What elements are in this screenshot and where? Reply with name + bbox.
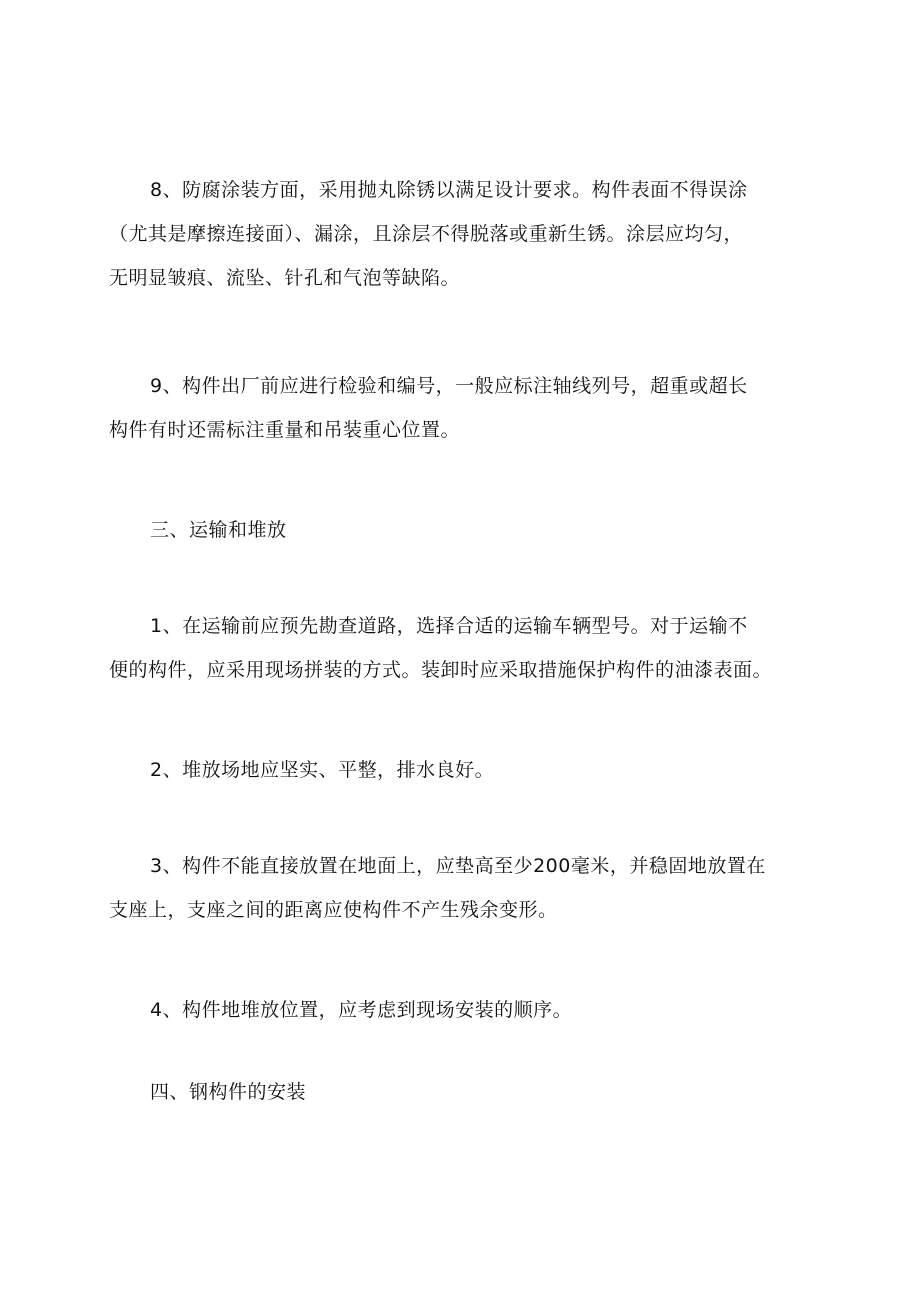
- paragraph-item-8: [0, 168, 920, 300]
- paragraph-line: 便的构件，应采用现场拼装的方式。装卸时应采取措施保护构件的油漆表面。: [109, 659, 773, 681]
- paragraph-line: 支座上，支座之间的距离应使构件不产生残余变形。: [109, 899, 558, 921]
- paragraph-item-9: [0, 364, 920, 452]
- paragraph-line: （尤其是摩擦连接面）、漏涂，且涂层不得脱落或重新生锈。涂层应均匀，: [109, 223, 744, 245]
- paragraph-transport-1: [0, 604, 920, 692]
- paragraph-line: 1、在运输前应预先勘查道路，选择合适的运输车辆型号。对于运输不: [150, 615, 748, 637]
- paragraph-line: 9、构件出厂前应进行检验和编号，一般应标注轴线列号，超重或超长: [150, 375, 748, 397]
- paragraph-transport-2: [0, 748, 920, 792]
- paragraph-line: 构件有时还需标注重量和吊装重心位置。: [109, 419, 461, 441]
- paragraph-line: 4、构件地堆放位置，应考虑到现场安装的顺序。: [150, 999, 573, 1021]
- paragraph-line: 无明显皱痕、流坠、针孔和气泡等缺陷。: [109, 267, 461, 289]
- paragraph-line: 2、堆放场地应坚实、平整，排水良好。: [150, 759, 495, 781]
- paragraph-line: 8、防腐涂装方面，采用抛丸除锈以满足设计要求。构件表面不得误涂: [150, 179, 748, 201]
- paragraph-transport-3: [0, 844, 920, 932]
- paragraph-transport-4: [0, 988, 920, 1032]
- section-heading-transport: 三、运输和堆放: [150, 519, 287, 541]
- section-heading-installation: 四、钢构件的安装: [150, 1081, 307, 1103]
- paragraph-line: 3、构件不能直接放置在地面上，应垫高至少200毫米，并稳固地放置在: [150, 855, 766, 877]
